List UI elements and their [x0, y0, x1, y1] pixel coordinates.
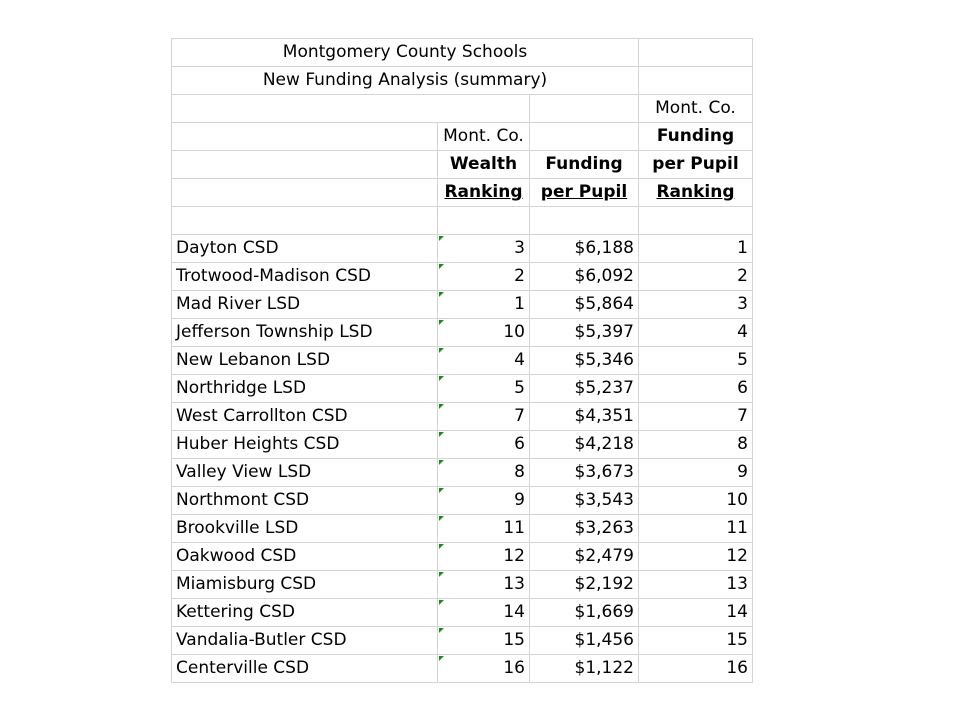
- wealth-rank-cell[interactable]: 8: [438, 459, 530, 487]
- funding-per-pupil-cell[interactable]: $1,456: [530, 627, 639, 655]
- funding-rank-cell[interactable]: 16: [639, 655, 753, 683]
- table-row: [172, 235, 753, 263]
- funding-per-pupil-cell[interactable]: $5,346: [530, 347, 639, 375]
- funding-rank-cell[interactable]: 9: [639, 459, 753, 487]
- sheet-subtitle[interactable]: New Funding Analysis (summary): [172, 67, 639, 95]
- wealth-rank-cell[interactable]: 13: [438, 571, 530, 599]
- wealth-header-line1[interactable]: Mont. Co.: [438, 123, 530, 151]
- wealth-rank-cell[interactable]: 14: [438, 599, 530, 627]
- district-name-cell[interactable]: Huber Heights CSD: [172, 431, 438, 459]
- funding-per-pupil-cell[interactable]: $1,669: [530, 599, 639, 627]
- funding-rank-cell[interactable]: 4: [639, 319, 753, 347]
- header-row: [172, 151, 753, 179]
- wealth-rank-cell[interactable]: 7: [438, 403, 530, 431]
- funding-rank-cell[interactable]: 11: [639, 515, 753, 543]
- funding-per-pupil-cell[interactable]: $1,122: [530, 655, 639, 683]
- empty-cell[interactable]: [172, 95, 438, 123]
- funding-rank-header-line2[interactable]: Funding: [639, 123, 753, 151]
- empty-cell[interactable]: [639, 67, 753, 95]
- wealth-rank-cell[interactable]: 16: [438, 655, 530, 683]
- empty-cell[interactable]: [530, 207, 639, 235]
- funding-rank-header-line1[interactable]: Mont. Co.: [639, 95, 753, 123]
- district-name-cell[interactable]: Kettering CSD: [172, 599, 438, 627]
- district-name-cell[interactable]: Jefferson Township LSD: [172, 319, 438, 347]
- district-name-cell[interactable]: Trotwood-Madison CSD: [172, 263, 438, 291]
- header-row: [172, 123, 753, 151]
- table-row: [172, 571, 753, 599]
- funding-rank-cell[interactable]: 10: [639, 487, 753, 515]
- funding-per-pupil-cell[interactable]: $3,673: [530, 459, 639, 487]
- funding-rank-cell[interactable]: 8: [639, 431, 753, 459]
- funding-rank-cell[interactable]: 6: [639, 375, 753, 403]
- funding-rank-cell[interactable]: 7: [639, 403, 753, 431]
- header-row: [172, 67, 753, 95]
- table-row: [172, 599, 753, 627]
- table-row: [172, 459, 753, 487]
- funding-per-pupil-cell[interactable]: $6,188: [530, 235, 639, 263]
- wealth-rank-cell[interactable]: 10: [438, 319, 530, 347]
- table-row: [172, 627, 753, 655]
- header-row: [172, 95, 753, 123]
- funding-per-pupil-cell[interactable]: $3,263: [530, 515, 639, 543]
- wealth-rank-cell[interactable]: 1: [438, 291, 530, 319]
- wealth-rank-cell[interactable]: 6: [438, 431, 530, 459]
- funding-rank-cell[interactable]: 1: [639, 235, 753, 263]
- funding-rank-cell[interactable]: 14: [639, 599, 753, 627]
- sheet-title[interactable]: Montgomery County Schools: [172, 39, 639, 67]
- funding-per-pupil-cell[interactable]: $2,192: [530, 571, 639, 599]
- funding-rank-cell[interactable]: 15: [639, 627, 753, 655]
- district-name-cell[interactable]: Northmont CSD: [172, 487, 438, 515]
- funding-per-pupil-cell[interactable]: $6,092: [530, 263, 639, 291]
- funding-rank-cell[interactable]: 13: [639, 571, 753, 599]
- funding-per-pupil-cell[interactable]: $4,351: [530, 403, 639, 431]
- district-name-cell[interactable]: New Lebanon LSD: [172, 347, 438, 375]
- empty-cell[interactable]: [172, 207, 438, 235]
- empty-cell[interactable]: [639, 39, 753, 67]
- district-name-cell[interactable]: Miamisburg CSD: [172, 571, 438, 599]
- funding-rank-cell[interactable]: 3: [639, 291, 753, 319]
- wealth-rank-cell[interactable]: 11: [438, 515, 530, 543]
- wealth-rank-cell[interactable]: 5: [438, 375, 530, 403]
- empty-cell[interactable]: [172, 179, 438, 207]
- table-row: [172, 403, 753, 431]
- funding-header-line1[interactable]: Funding: [530, 151, 639, 179]
- district-name-cell[interactable]: Mad River LSD: [172, 291, 438, 319]
- district-name-cell[interactable]: Vandalia-Butler CSD: [172, 627, 438, 655]
- district-name-cell[interactable]: Dayton CSD: [172, 235, 438, 263]
- funding-rank-header-line3[interactable]: per Pupil: [639, 151, 753, 179]
- wealth-rank-cell[interactable]: 9: [438, 487, 530, 515]
- wealth-header-line3[interactable]: Ranking: [438, 179, 530, 207]
- empty-cell[interactable]: [172, 123, 438, 151]
- funding-per-pupil-cell[interactable]: $5,237: [530, 375, 639, 403]
- table-header: [172, 39, 753, 235]
- wealth-rank-cell[interactable]: 2: [438, 263, 530, 291]
- funding-table: [171, 38, 753, 683]
- wealth-rank-cell[interactable]: 15: [438, 627, 530, 655]
- funding-rank-header-line4[interactable]: Ranking: [639, 179, 753, 207]
- empty-cell[interactable]: [639, 207, 753, 235]
- table-row: [172, 319, 753, 347]
- table-body: [172, 235, 753, 683]
- wealth-header-line2[interactable]: Wealth: [438, 151, 530, 179]
- district-name-cell[interactable]: Valley View LSD: [172, 459, 438, 487]
- table-row: [172, 431, 753, 459]
- header-row: [172, 179, 753, 207]
- funding-header-line2[interactable]: per Pupil: [530, 179, 639, 207]
- wealth-rank-cell[interactable]: 12: [438, 543, 530, 571]
- funding-per-pupil-cell[interactable]: $5,397: [530, 319, 639, 347]
- empty-cell[interactable]: [530, 123, 639, 151]
- table-row: [172, 347, 753, 375]
- funding-rank-cell[interactable]: 5: [639, 347, 753, 375]
- header-row: [172, 207, 753, 235]
- table-row: [172, 263, 753, 291]
- table-row: [172, 655, 753, 683]
- empty-cell[interactable]: [530, 95, 639, 123]
- table-row: [172, 375, 753, 403]
- district-name-cell[interactable]: Brookville LSD: [172, 515, 438, 543]
- table-row: [172, 291, 753, 319]
- wealth-rank-cell[interactable]: 3: [438, 235, 530, 263]
- funding-per-pupil-cell[interactable]: $3,543: [530, 487, 639, 515]
- district-name-cell[interactable]: Oakwood CSD: [172, 543, 438, 571]
- empty-cell[interactable]: [438, 95, 530, 123]
- empty-cell[interactable]: [438, 207, 530, 235]
- district-name-cell[interactable]: Centerville CSD: [172, 655, 438, 683]
- district-name-cell[interactable]: Northridge LSD: [172, 375, 438, 403]
- table-row: [172, 543, 753, 571]
- funding-per-pupil-cell[interactable]: $2,479: [530, 543, 639, 571]
- header-row: [172, 39, 753, 67]
- empty-cell[interactable]: [172, 151, 438, 179]
- table-row: [172, 487, 753, 515]
- district-name-cell[interactable]: West Carrollton CSD: [172, 403, 438, 431]
- funding-per-pupil-cell[interactable]: $5,864: [530, 291, 639, 319]
- wealth-rank-cell[interactable]: 4: [438, 347, 530, 375]
- funding-rank-cell[interactable]: 2: [639, 263, 753, 291]
- table-row: [172, 515, 753, 543]
- funding-rank-cell[interactable]: 12: [639, 543, 753, 571]
- funding-per-pupil-cell[interactable]: $4,218: [530, 431, 639, 459]
